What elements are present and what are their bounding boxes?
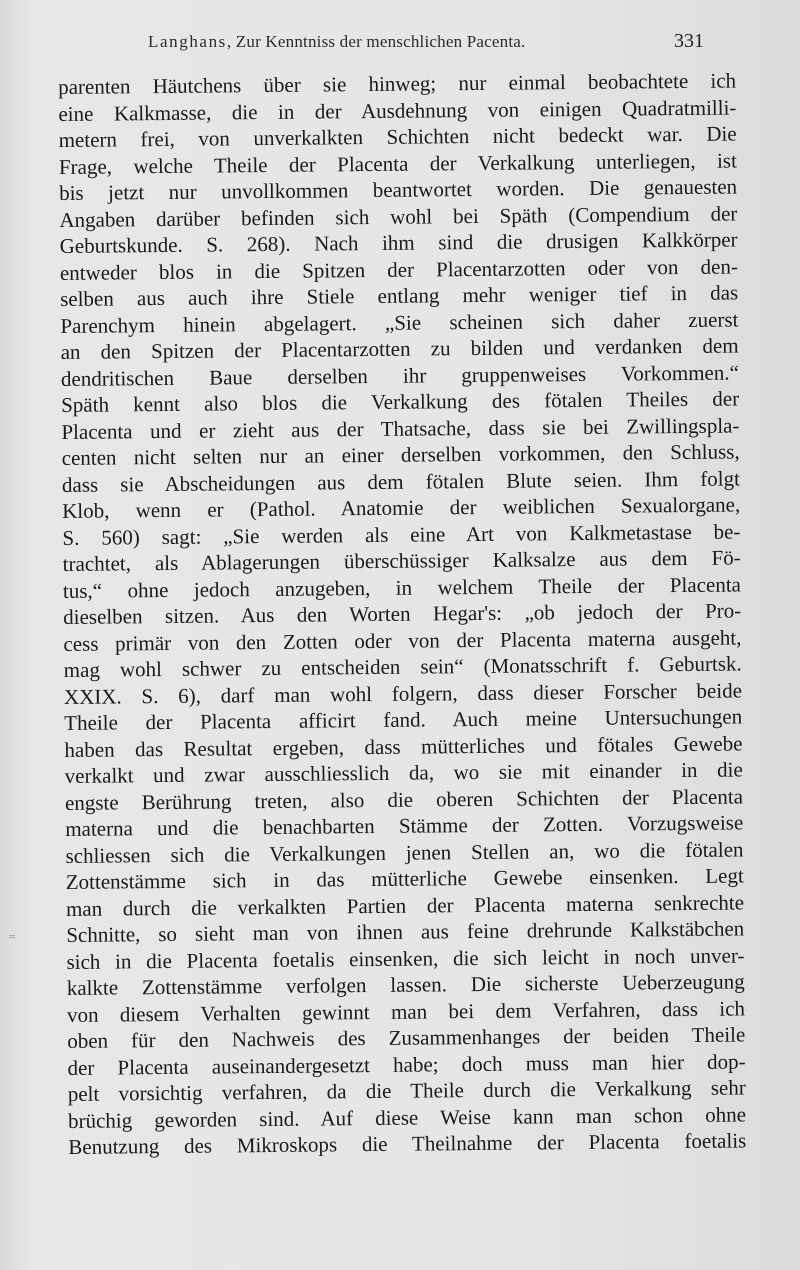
text-line: der Placenta auseinandergesetzt habe; doch muss man hier dop- — [67, 1048, 746, 1080]
text-line: parenten Häutchens über sie hinweg; nur einmal beobachtete ich — [58, 68, 737, 99]
text-line: selben aus auch ihre Stiele entlang mehr weniger tief in das — [60, 280, 739, 311]
text-line: Geburtskunde. S. 268). Nach ihm sind die drusigen Kalkkörper — [59, 227, 738, 258]
text-line: verkalkt und zwar ausschliesslich da, wo sie mit einander in die — [64, 757, 743, 788]
text-line: eine Kalkmasse, die in der Ausdehnung von einigen Quadratmilli- — [58, 94, 737, 126]
margin-mark: = — [8, 932, 17, 943]
text-line: dass sie Abscheidungen aus dem fötalen Blute seien. Ihm folgt — [61, 465, 741, 497]
text-line: entweder blos in die Spitzen der Placentarzotten oder von den- — [59, 253, 738, 285]
text-line: Placenta und er zieht aus der Thatsache, dass sie bei Zwillingspla- — [61, 412, 740, 444]
text-line: von diesem Verhalten gewinnt man bei dem Verfahren, dass ich — [66, 995, 746, 1027]
text-line: dieselben sitzen. Aus den Worten Hegar's: „ob jedoch der Pro- — [63, 598, 742, 629]
text-line: Angaben darüber befinden sich wohl bei Späth (Compendium der — [59, 200, 738, 232]
text-line: engste Berührung treten, also die oberen Schichten der Placenta — [64, 783, 744, 815]
text-line: Späth kennt also blos die Verkalkung des fötalen Theiles der — [61, 386, 740, 417]
running-head-author: Langhans — [148, 32, 227, 51]
text-line: tus,“ ohne jedoch anzugeben, in welchem Theile der Placenta — [62, 571, 742, 603]
text-line: XXIX. S. 6), darf man wohl folgern, dass dieser Forscher beide — [63, 677, 743, 709]
running-head-title: , Zur Kenntniss der menschlichen Pacenta. — [226, 32, 526, 51]
text-line: pelt vorsichtig verfahren, da die Theile durch die Verkalkung sehr — [67, 1075, 746, 1106]
text-line: dendritischen Baue derselben ihr gruppenweises Vorkommen.“ — [60, 359, 740, 391]
text-line: mag wohl schwer zu entscheiden sein“ (Monatsschrift f. Geburtsk. — [63, 651, 742, 682]
text-line: Benutzung des Mikroskops die Theilnahme der Placenta foetalis — [68, 1128, 747, 1159]
page-number: 331 — [674, 30, 704, 52]
text-line: kalkte Zottenstämme verfolgen lassen. Die sicherste Ueberzeugung — [66, 969, 745, 1000]
text-line: haben das Resultat ergeben, dass mütterliches und fötales Gewebe — [64, 730, 743, 762]
running-head — [148, 32, 525, 52]
text-line: brüchig geworden sind. Auf diese Weise kann man schon ohne — [67, 1101, 747, 1133]
text-line: Schnitte, so sieht man von ihnen aus feine drehrunde Kalkstäbchen — [66, 916, 745, 947]
text-line: bis jetzt nur unvollkommen beantwortet worden. Die genauesten — [59, 174, 738, 205]
text-line: sich in die Placenta foetalis einsenken, die sich leicht in noch unver- — [66, 942, 745, 974]
text-line: Frage, welche Theile der Placenta der Verkalkung unterliegen, ist — [58, 147, 737, 179]
text-line: an den Spitzen der Placentarzotten zu bilden und verdanken dem — [60, 333, 739, 364]
text-line: materna und die benachbarten Stämme der Zotten. Vorzugsweise — [65, 810, 744, 841]
text-line: trachtet, als Ablagerungen überschüssiger Kalksalze aus dem Fö- — [62, 545, 741, 576]
text-line: S. 560) sagt: „Sie werden als eine Art von Kalkmetastase be- — [62, 518, 741, 550]
text-line: man durch die verkalkten Partien der Placenta materna senkrechte — [65, 889, 745, 921]
text-line: Zottenstämme sich in das mütterliche Gewebe einsenken. Legt — [65, 863, 744, 894]
body-text — [58, 67, 746, 1160]
text-line: Parenchym hinein abgelagert. „Sie scheinen sich daher zuerst — [60, 306, 739, 338]
text-line: schliessen sich die Verkalkungen jenen Stellen an, wo die fötalen — [65, 836, 744, 868]
text-line: centen nicht selten nur an einer derselben vorkommen, den Schluss, — [61, 439, 740, 470]
text-line: oben für den Nachweis des Zusammenhanges der beiden Theile — [67, 1022, 746, 1053]
text-line: Klob, wenn er (Pathol. Anatomie der weiblichen Sexualorgane, — [62, 492, 741, 523]
text-line: cess primär von den Zotten oder von der Placenta materna ausgeht, — [63, 624, 742, 656]
text-line: metern frei, von unverkalkten Schichten nicht bedeckt war. Die — [58, 121, 737, 152]
text-line: Theile der Placenta afficirt fand. Auch meine Untersuchungen — [64, 704, 743, 735]
